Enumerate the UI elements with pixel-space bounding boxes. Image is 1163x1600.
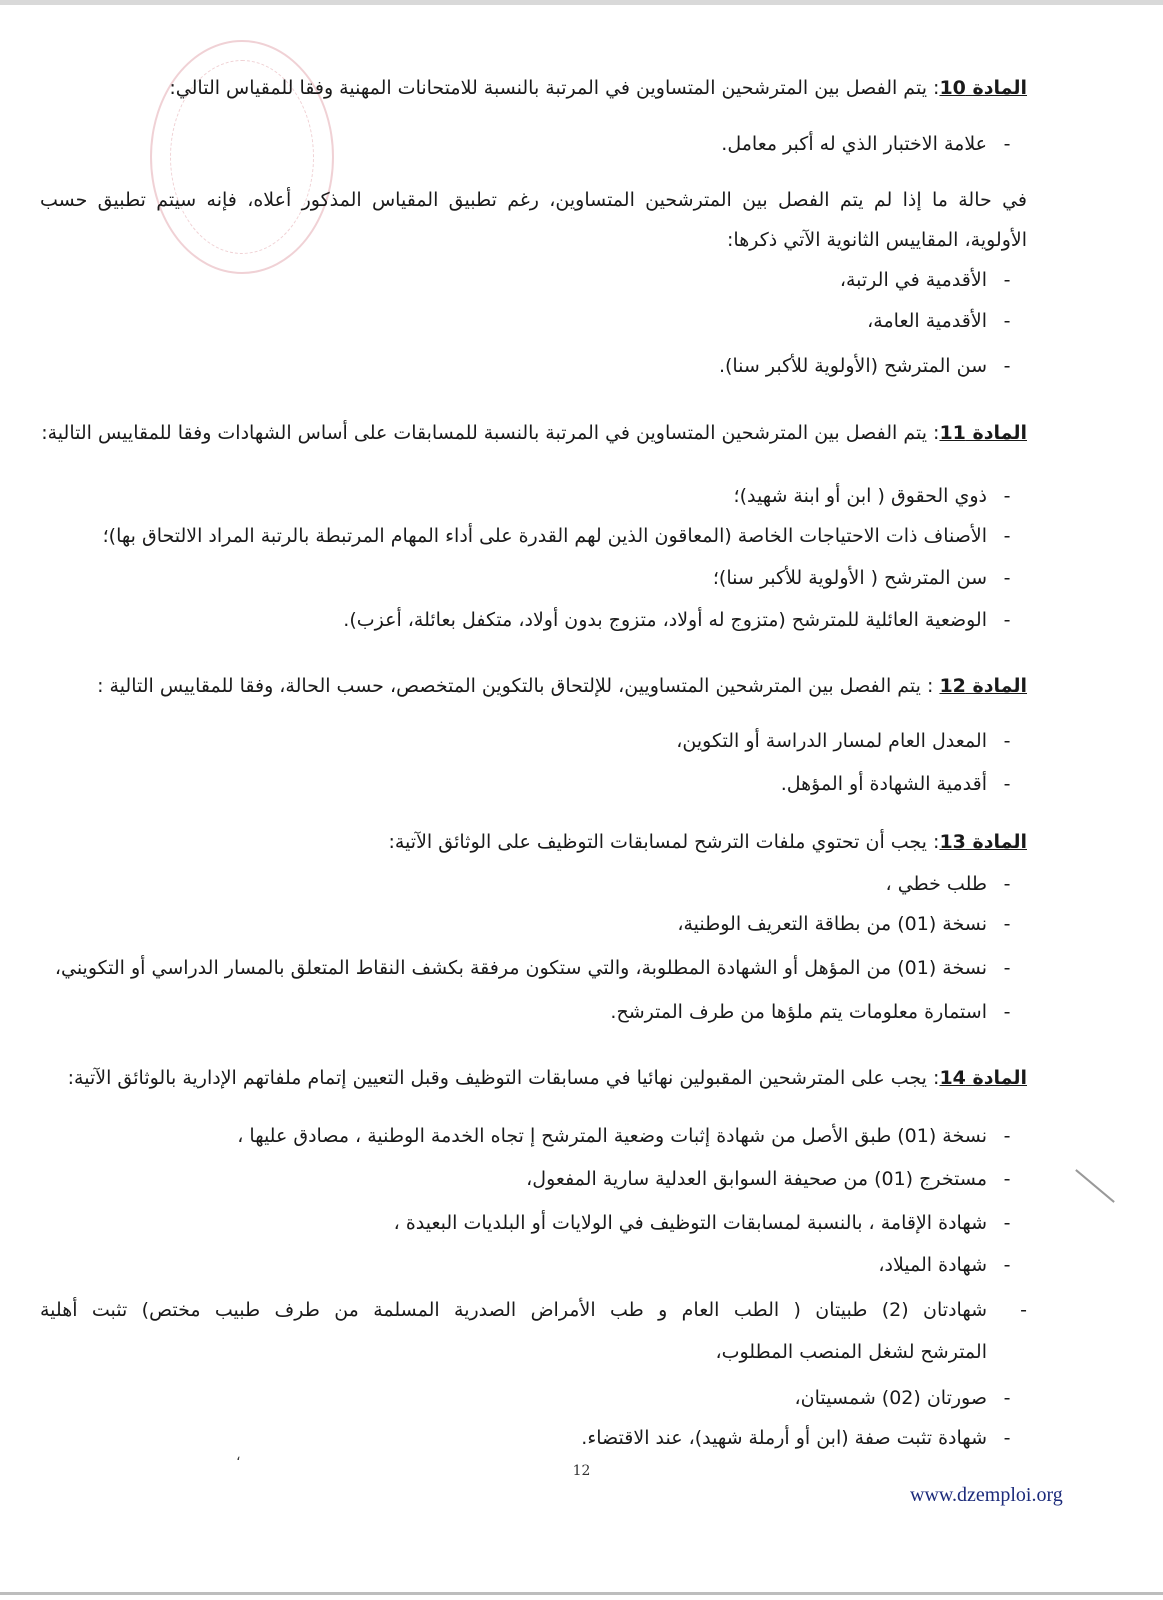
scan-mark <box>1075 1169 1115 1203</box>
list-item-text: مستخرج (01) من صحيفة السوابق العدلية سارية المفعول، <box>526 1168 987 1190</box>
list-item <box>40 564 1027 592</box>
bullet-dash: - <box>1003 1168 1011 1190</box>
article-10-paragraph-line-1: في حالة ما إذا لم يتم الفصل بين المترشحين المتساوين، رغم تطبيق المقياس المذكور أعلاه، فإنه سيتم تطبيق حسب <box>40 189 1027 211</box>
article-14-heading <box>40 1064 1027 1092</box>
list-item-text: شهادة الميلاد، <box>878 1254 987 1276</box>
list-item-text: الأصناف ذات الاحتياجات الخاصة (المعاقون الذين لهم القدرة على أداء المهام المرتبطة بالرتبة المراد الالتحاق بها)؛ <box>102 525 987 547</box>
article-14-intro: يجب على المترشحين المقبولين نهائيا في مسابقات التوظيف وقبل التعيين إتمام ملفاتهم الإدارية بالوثائق الآتية: <box>67 1067 927 1089</box>
list-item <box>40 1122 1027 1150</box>
list-item <box>40 522 1027 550</box>
bullet-dash: - <box>1003 525 1011 547</box>
list-item-text: نسخة (01) من المؤهل أو الشهادة المطلوبة، والتي ستكون مرفقة بكشف النقاط المتعلق بالمسار الدراسي أو التكويني، <box>54 957 987 979</box>
list-item-text: نسخة (01) من بطاقة التعريف الوطنية، <box>677 913 987 935</box>
list-item <box>40 954 1027 982</box>
list-item-text: سن المترشح ( الأولوية للأكبر سنا)؛ <box>712 567 987 589</box>
list-item <box>40 606 1027 634</box>
list-item <box>40 352 1027 380</box>
bullet-dash: - <box>1003 133 1011 155</box>
list-item <box>40 1384 1027 1412</box>
page-number: 12 <box>572 1463 591 1479</box>
bullet-dash: - <box>1003 773 1011 795</box>
article-10-paragraph-line-2: الأولوية، المقاييس الثانوية الآتي ذكرها: <box>727 229 1027 251</box>
bullet-dash: - <box>1003 957 1011 979</box>
bullet-dash: - <box>1003 1125 1011 1147</box>
article-10-heading <box>40 74 1027 102</box>
article-12-intro: يتم الفصل بين المترشحين المتساويين، للإلتحاق بالتكوين المتخصص، حسب الحالة، وفقا للمقاييس التالية : <box>97 675 921 697</box>
article-10-label: المادة 10 <box>939 77 1027 99</box>
list-item <box>40 307 1027 335</box>
list-item-text: الأقدمية العامة، <box>867 310 987 332</box>
article-11-heading <box>40 419 1027 447</box>
list-item <box>40 727 1027 755</box>
bullet-dash: - <box>1003 609 1011 631</box>
bullet-dash: - <box>1003 567 1011 589</box>
list-item-text: شهادة الإقامة ، بالنسبة لمسابقات التوظيف في الولايات أو البلديات البعيدة ، <box>393 1212 987 1234</box>
list-item <box>40 482 1027 510</box>
list-item <box>40 870 1027 898</box>
article-14-colon: : <box>933 1067 940 1089</box>
bullet-dash: - <box>1003 355 1011 377</box>
stray-mark: ، <box>236 1448 241 1464</box>
bullet-dash: - <box>1003 730 1011 752</box>
list-item <box>40 1209 1027 1237</box>
list-item <box>40 770 1027 798</box>
list-item <box>40 1424 1027 1452</box>
article-11-intro: يتم الفصل بين المترشحين المتساوين في المرتبة بالنسبة للمسابقات على أساس الشهادات وفقا للمقاييس التالية: <box>41 422 927 444</box>
bullet-dash: - <box>1003 269 1011 291</box>
list-item-continuation: المترشح لشغل المنصب المطلوب، <box>715 1341 987 1363</box>
bullet-dash: - <box>1003 1001 1011 1023</box>
website-watermark: www.dzemploi.org <box>910 1484 1063 1506</box>
list-item-text: استمارة معلومات يتم ملؤها من طرف المترشح. <box>610 1001 987 1023</box>
list-item <box>40 910 1027 938</box>
list-item-text: شهادتان (2) طبيتان ( الطب العام و طب الأمراض الصدرية المسلمة من طرف طبيب مختص) تثبت أهلية <box>40 1299 987 1321</box>
article-12-label: المادة 12 <box>939 675 1027 697</box>
article-12-colon: : <box>926 675 934 697</box>
list-item-text: سن المترشح (الأولوية للأكبر سنا). <box>718 355 987 377</box>
list-item <box>40 1251 1027 1279</box>
list-item-text: المعدل العام لمسار الدراسة أو التكوين، <box>676 730 987 752</box>
bullet-dash: - <box>1003 485 1011 507</box>
list-item-text: صورتان (02) شمسيتان، <box>794 1387 987 1409</box>
bullet-dash: - <box>1003 310 1011 332</box>
bullet-dash: - <box>1003 1254 1011 1276</box>
list-item-text: شهادة تثبت صفة (ابن أو أرملة شهيد)، عند الاقتضاء. <box>581 1427 987 1449</box>
article-13-colon: : <box>933 831 940 853</box>
list-item-text: ذوي الحقوق ( ابن أو ابنة شهيد)؛ <box>733 485 987 507</box>
list-item <box>40 266 1027 294</box>
list-item <box>40 1296 1027 1324</box>
bullet-dash: - <box>1003 873 1011 895</box>
article-10-colon: : <box>933 77 940 99</box>
article-13-heading <box>40 828 1027 856</box>
list-item-text: نسخة (01) طبق الأصل من شهادة إثبات وضعية المترشح إ تجاه الخدمة الوطنية ، مصادق عليها ، <box>237 1125 987 1147</box>
bullet-dash: - <box>1003 913 1011 935</box>
list-item <box>40 998 1027 1026</box>
article-13-label: المادة 13 <box>939 831 1027 853</box>
article-13-intro: يجب أن تحتوي ملفات الترشح لمسابقات التوظيف على الوثائق الآتية: <box>388 831 927 853</box>
article-11-label: المادة 11 <box>939 422 1027 444</box>
bullet-dash: - <box>1020 1299 1027 1321</box>
article-12-heading <box>40 672 1027 700</box>
article-14-label: المادة 14 <box>939 1067 1027 1089</box>
scan-top-edge <box>0 0 1163 5</box>
bullet-dash: - <box>1003 1387 1011 1409</box>
article-11-colon: : <box>933 422 940 444</box>
list-item <box>40 130 1027 158</box>
list-item-text: علامة الاختبار الذي له أكبر معامل. <box>721 133 987 155</box>
bullet-dash: - <box>1003 1427 1011 1449</box>
list-item-text: طلب خطي ، <box>885 873 987 895</box>
list-item-text: الأقدمية في الرتبة، <box>839 269 987 291</box>
list-item-text: الوضعية العائلية للمترشح (متزوج له أولاد، متزوج بدون أولاد، متكفل بعائلة، أعزب). <box>343 609 987 631</box>
article-10-intro: يتم الفصل بين المترشحين المتساوين في المرتبة بالنسبة للامتحانات المهنية وفقا للمقياس التالي: <box>169 77 927 99</box>
bullet-dash: - <box>1003 1212 1011 1234</box>
scan-bottom-edge <box>0 1592 1163 1595</box>
list-item <box>40 1165 1027 1193</box>
list-item-text: أقدمية الشهادة أو المؤهل. <box>780 773 987 795</box>
